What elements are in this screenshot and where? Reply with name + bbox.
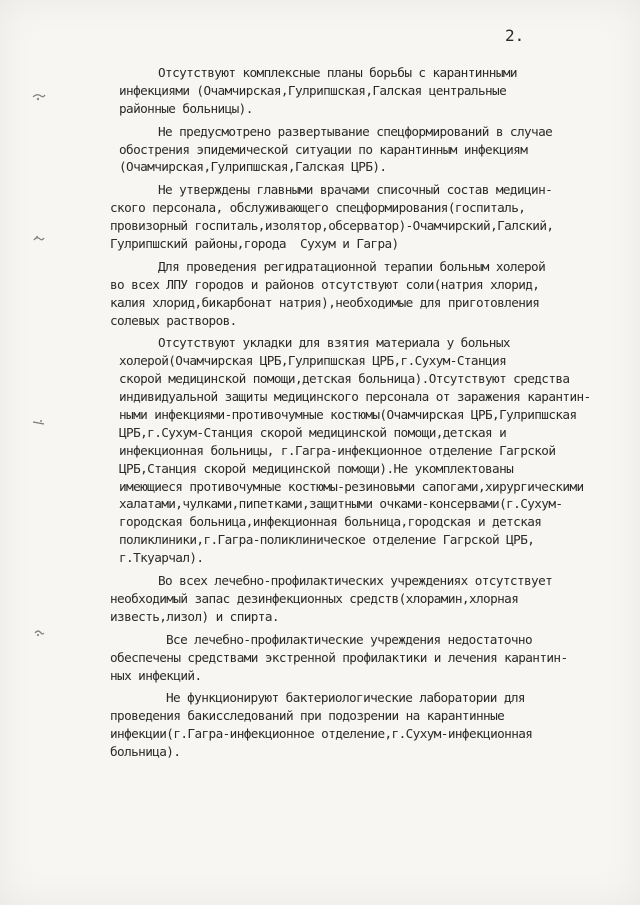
text-line: городская больница,инфекционная больница,городская и детская: [119, 514, 542, 530]
text-line: скорой медицинской помощи,детская больница).Отсутствуют средства: [119, 371, 570, 387]
text-line: инфекционная больницы, г.Гагра-инфекционное отделение Гагрской: [119, 442, 556, 458]
text-line: известь,лизол) и спирта.: [110, 608, 279, 624]
text-line: ского персонала, обслуживающего спецформирования(госпиталь,: [110, 200, 526, 216]
text-line: инфекции(г.Гагра-инфекционное отделение,г.Сухум-инфекционная: [110, 726, 533, 742]
paragraph: [0, 631, 640, 685]
text-line: солевых растворов.: [110, 312, 237, 328]
paragraph: [0, 689, 640, 761]
text-line: провизорный госпиталь,изолятор,обсерватор)-Очамчирский,Галский,: [110, 218, 554, 234]
text-line: больница).: [110, 744, 181, 760]
text-line: ЦРБ,Станция скорой медицинской помощи).Не укомплектованы: [119, 460, 514, 476]
paragraph: [0, 334, 640, 567]
text-line: обеспечены средствами экстренной профилактики и лечения карантин-: [110, 649, 568, 665]
text-line: Не предусмотрено развертывание спецформирований в случае: [158, 123, 553, 139]
text-line: Отсутствуют укладки для взятия материала у больных: [158, 335, 510, 351]
text-line: во всех ЛПУ городов и районов отсутствуют соли(натрия хлорид,: [110, 276, 540, 292]
text-line: г.Ткуарчал).: [119, 550, 204, 566]
text-line: Не утверждены главными врачами списочный состав медицин-: [158, 182, 553, 198]
text-line: проведения бакисследований при подозрении на карантинные: [110, 708, 505, 724]
text-line: (Очамчирская,Гулрипшская,Галская ЦРБ).: [119, 159, 387, 175]
text-line: ными инфекциями-противочумные костюмы(Очамчирская ЦРБ,Гулрипшская: [119, 407, 577, 423]
text-line: обострения эпидемической ситуации по карантинным инфекциям: [119, 141, 528, 157]
text-line: районные больницы).: [119, 100, 253, 116]
paragraph: [0, 123, 640, 177]
text-line: халатами,чулками,пипетками,защитными очками-консервами(г.Сухум-: [119, 496, 563, 512]
text-line: поликлиники,г.Гагра-поликлиническое отделение Гагрской ЦРБ,: [119, 532, 535, 548]
text-line: ных инфекций.: [110, 667, 202, 683]
document-body: [0, 64, 640, 761]
text-line: имеющиеся противочумные костюмы-резиновыми сапогами,хирургическими: [119, 478, 584, 494]
text-line: инфекциями (Очамчирская,Гулрипшская,Галская центральные: [119, 82, 507, 98]
text-line: Для проведения регидратационной терапии больным холерой: [158, 258, 546, 274]
paragraph: [0, 572, 640, 626]
text-line: индивидуальной защиты медицинского персонала от заражения карантин-: [119, 389, 591, 405]
text-line: необходимый запас дезинфекционных средств(хлорамин,хлорная: [110, 590, 519, 606]
text-line: Не функционируют бактериологические лаборатории для: [166, 690, 525, 706]
paragraph: [0, 258, 640, 330]
text-line: Гулрипшский районы,города Сухум и Гагра): [110, 236, 399, 252]
text-line: ЦРБ,г.Сухум-Станция скорой медицинской помощи,детская и: [119, 424, 507, 440]
text-line: Отсутствуют комплексные планы борьбы с карантинными: [158, 65, 517, 80]
text-line: холерой(Очамчирская ЦРБ,Гулрипшская ЦРБ,г.Сухум-Станция: [119, 353, 507, 369]
page-number: 2.: [505, 26, 525, 45]
paragraph: [0, 64, 640, 118]
paragraph: [0, 181, 640, 253]
text-line: калия хлорид,бикарбонат натрия),необходимые для приготовления: [110, 294, 540, 310]
text-line: Во всех лечебно-профилактических учреждениях отсутствует: [158, 573, 553, 589]
text-line: Все лечебно-профилактические учреждения недостаточно: [166, 631, 533, 647]
